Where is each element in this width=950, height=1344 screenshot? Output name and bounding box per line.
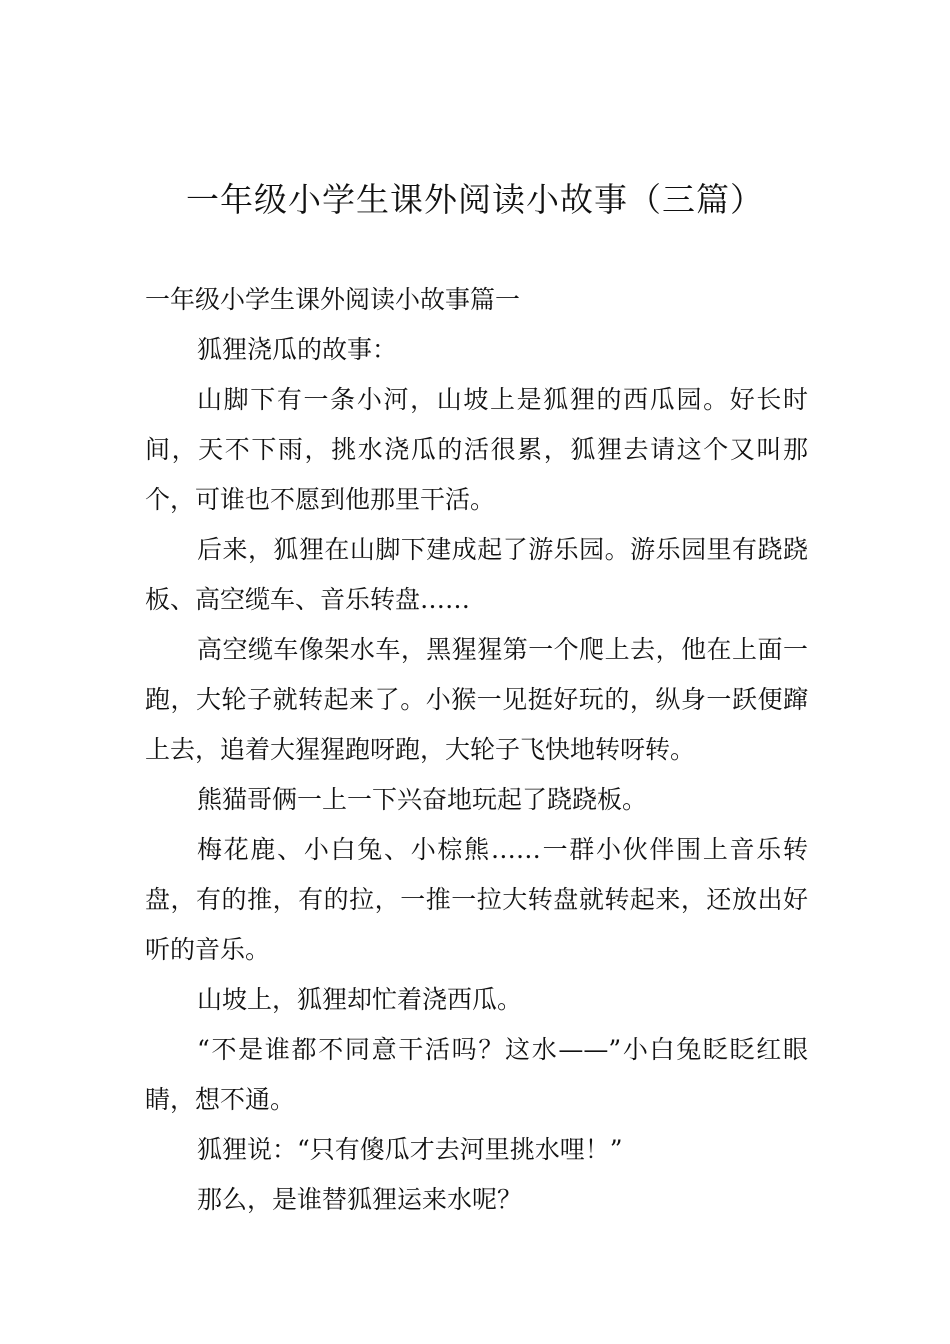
document-title: 一年级小学生课外阅读小故事（三篇） xyxy=(186,180,764,219)
paragraph: 山坡上，狐狸却忙着浇西瓜。 xyxy=(197,985,523,1014)
story-title: 狐狸浇瓜的故事： xyxy=(197,335,398,364)
paragraph: 那么，是谁替狐狸运来水呢？ xyxy=(197,1185,523,1214)
paragraph: 熊猫哥俩一上一下兴奋地玩起了跷跷板。 xyxy=(197,785,648,814)
paragraph: 高空缆车像架水车，黑猩猩第一个爬上去，他在上面一跑，大轮子就转起来了。小猴一见挺好玩的，纵身一跃便蹿上去，追着大猩猩跑呀跑，大轮子飞快地转呀转。 xyxy=(145,635,808,764)
paragraph: 狐狸说：“只有傻瓜才去河里挑水哩！” xyxy=(197,1135,623,1164)
section-heading: 一年级小学生课外阅读小故事篇一 xyxy=(145,285,521,314)
document-body xyxy=(145,275,808,1225)
paragraph: 山脚下有一条小河，山坡上是狐狸的西瓜园。好长时间，天不下雨，挑水浇瓜的活很累，狐狸去请这个又叫那个，可谁也不愿到他那里干活。 xyxy=(145,385,808,514)
paragraph: 后来，狐狸在山脚下建成起了游乐园。游乐园里有跷跷板、高空缆车、音乐转盘…… xyxy=(145,535,808,614)
paragraph: 梅花鹿、小白兔、小棕熊……一群小伙伴围上音乐转盘，有的推，有的拉，一推一拉大转盘就转起来，还放出好听的音乐。 xyxy=(145,835,808,964)
paragraph: “不是谁都不同意干活吗？这水——”小白兔眨眨红眼睛，想不通。 xyxy=(145,1035,808,1114)
